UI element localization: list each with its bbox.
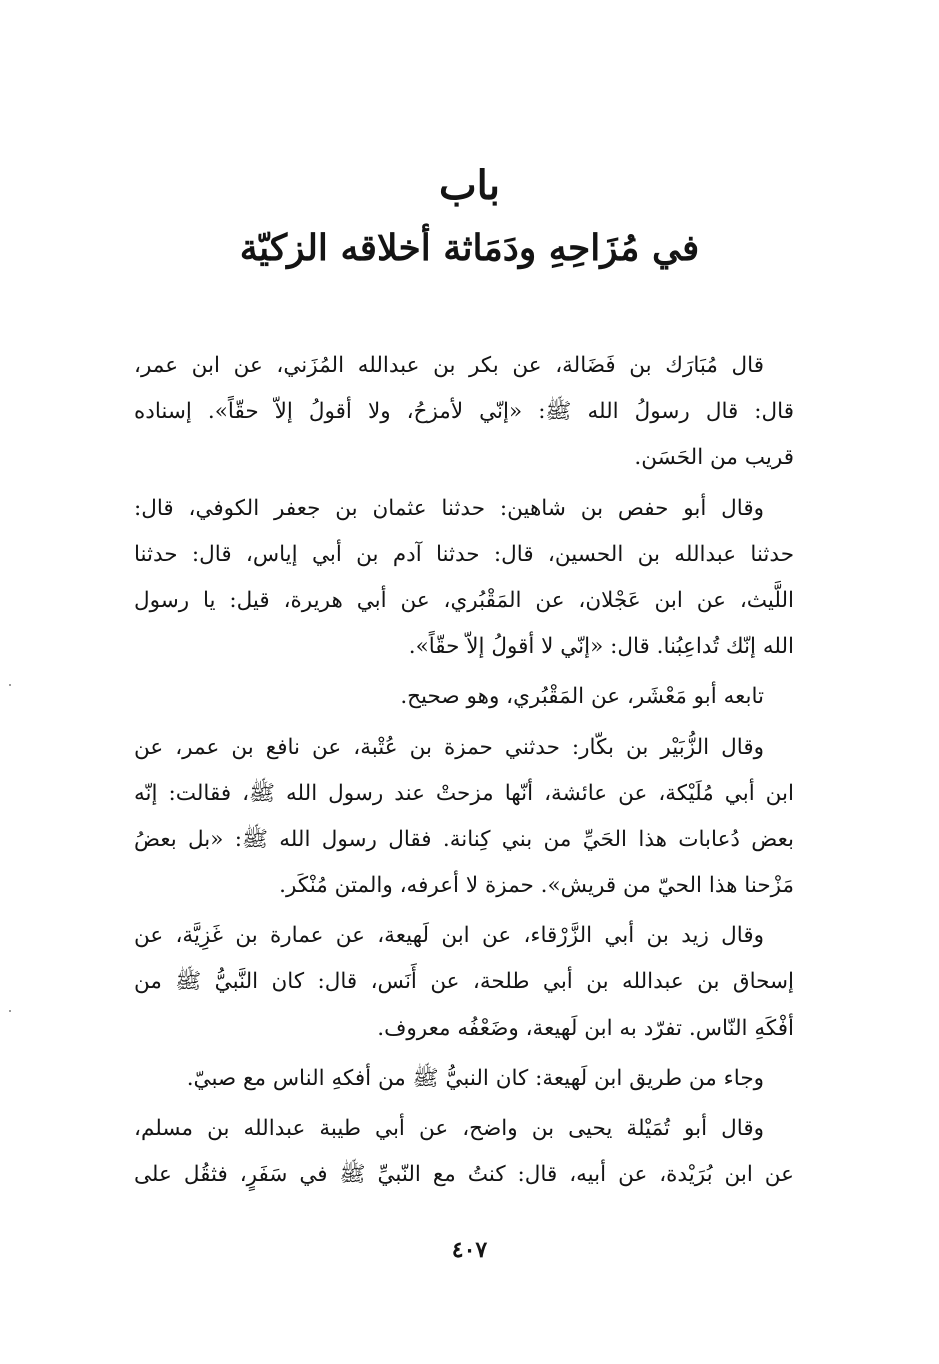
scan-speck [9,1010,11,1012]
text-line: حدثنا عبدالله بن الحسين، قال: حدثنا آدم بن أبي إياس، قال: حدثنا [134,541,794,567]
text-line: قال مُبَارَك بن فَضَالة، عن بكر بن عبدالله المُزَني، عن ابن عمر، [134,353,764,378]
text-line: وجاء من طريق ابن لَهيعة: كان النبيُّ ﷺ من أفكهِ الناس مع صبيّ. [186,1065,764,1091]
text-line: وقال الزُّبَيْر بن بكّار: حدثني حمزة بن عُتْبة، عن نافع بن عمر، عن [134,734,764,760]
text-line: بعض دُعابات هذا الحَيِّ من بني كِنانة. فقال رسول الله ﷺ: «بل بعضُ [134,826,794,852]
text-line: إسحاق بن عبدالله بن أبي طلحة، عن أَنَس، قال: كان النَّبيُّ ﷺ من [134,969,794,995]
text-line: وقال أبو حفص بن شاهين: حدثنا عثمان بن جعفر الكوفي، قال: [134,495,764,521]
body-text [134,343,794,1202]
text-line: تابعه أبو مَعْشَر، عن المَقْبُري، وهو صحيح. [400,684,764,710]
paragraph [134,725,794,910]
chapter-heading: باب [439,162,500,209]
text-line: قريب من الحَسَن. [634,445,794,471]
paragraph [134,1056,794,1102]
scan-speck [9,684,11,686]
paragraph [134,674,794,720]
paragraph [134,1106,794,1198]
text-line: وقال أبو تُمَيْلة يحيى بن واضح، عن أبي طيبة عبدالله بن مسلم، [134,1116,764,1141]
paragraph [134,343,794,482]
page-number: ٤٠٧ [451,1237,488,1263]
paragraph [134,486,794,671]
text-line: مَزْحنا هذا الحيّ من قريش». حمزة لا أعرفه، والمتن مُنْكَر. [279,873,794,899]
text-line: عن ابن بُرَيْدة، عن أبيه، قال: كنتُ مع النّبيِّ ﷺ في سَفَرٍ، فثقُل على [134,1162,794,1188]
paragraph [134,913,794,1052]
text-line: وقال زيد بن أبي الزَّرْقاء، عن ابن لَهيعة، عن عمارة بن غَزِيَّة، عن [134,923,764,949]
text-line: الله إنّك تُداعِبُنا. قال: «إنّي لا أقولُ إلاّ حقّاً». [408,634,794,660]
text-line: قال: قال رسولُ الله ﷺ: «إنّي لأمزحُ، ولا أقولُ إلاّ حقّاً». إسناده [134,399,794,425]
chapter-subtitle: في مُزَاحِهِ ودَمَاثة أخلاقه الزكيّة [239,227,700,269]
text-line: أفْكَهِ النّاس. تفرّد به ابن لَهيعة، وضَعْفُه معروف. [377,1015,794,1041]
text-line: اللَّيث، عن ابن عَجْلان، عن المَقْبُري، عن أبي هريرة، قيل: يا رسول [134,587,794,613]
text-line: ابن أبي مُلَيْكة، عن عائشة، أنّها مزحتْ عند رسول الله ﷺ، فقالت: إنّه [134,780,794,806]
